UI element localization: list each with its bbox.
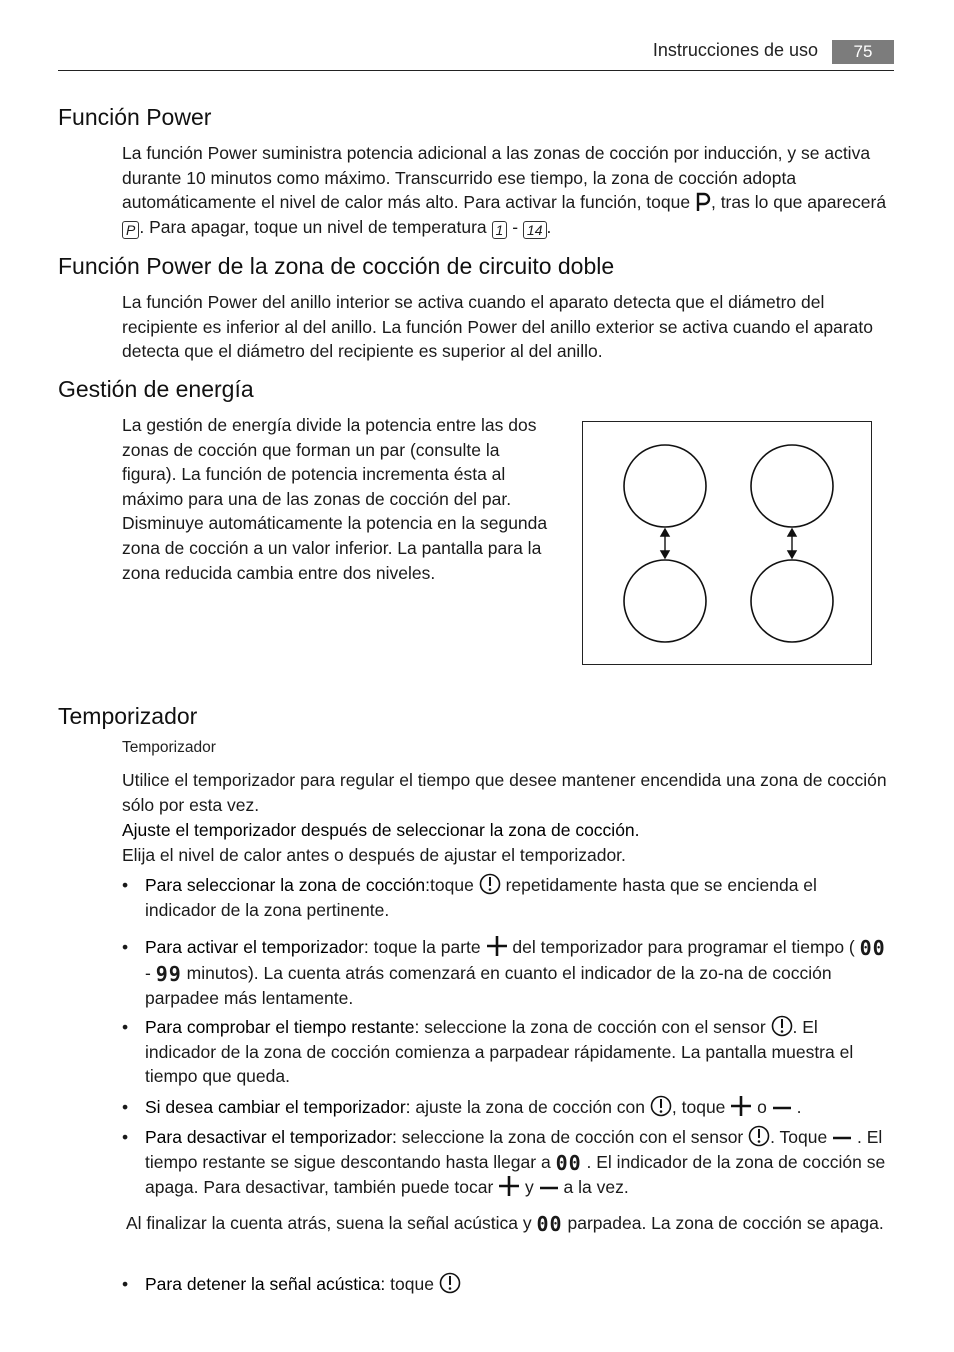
timer-sensor-icon	[479, 873, 501, 895]
cooking-zone-bottom-right	[751, 560, 833, 642]
pair-arrow-left	[661, 529, 669, 558]
bullet-seleccionar-zona: • Para seleccionar la zona de cocción:toque repetidamente hasta que se encienda el indicador de la zona pertinente.	[122, 873, 892, 922]
display-p-key: P	[122, 221, 139, 239]
timer-sensor-icon	[650, 1095, 672, 1117]
temporizador-note: Ajuste el temporizador después de seleccionar la zona de cocción.	[122, 820, 640, 840]
cooking-zones-diagram	[583, 422, 871, 664]
plus-icon	[730, 1095, 752, 1117]
plus-icon	[498, 1175, 520, 1197]
section-text-gestion-energia: La gestión de energía divide la potencia entre las dos zonas de cocción que forman un par (consulte la figura). La función de potencia incrementa ésta al máximo para una de las zonas de cocción del par. Disminuye automáticamente la potencia en la segunda zona de cocción a un valor inferior. La pantalla para la zona reducida cambia entre dos niveles.	[122, 415, 548, 583]
bullet-activar-temporizador: • Para activar el temporizador: toque la parte del temporizador para programar el tiempo ( 00 - 99 minutos). La cuenta atrás comenzará en cuanto el indicador de la zo-na de cocción parpadee más lentamente.	[122, 935, 892, 1011]
display-level-14: 14	[523, 221, 547, 239]
timer-sensor-icon	[748, 1125, 770, 1147]
section-text-funcion-power: La función Power suministra potencia adicional a las zonas de cocción por inducción, y se activa durante 10 minutos como máximo. Transcurrido ese tiempo, la zona de cocción adopta automáticamente el nivel de calor más alto. Para activar la función, toque , tras lo que aparecerá P . Para apagar, toque un nivel de temperatura 1 - 14 .	[122, 143, 887, 238]
temporizador-note-2: Elija el nivel de calor antes o después de ajustar el temporizador.	[122, 845, 626, 865]
bullet-desactivar-temporizador: • Para desactivar el temporizador: seleccione la zona de cocción con el sensor . Toque . El tiempo restante se sigue descontando hasta llegar a 00 . El indicador de la zona de cocción se apaga. Para desactivar, también puede tocar y a la vez.	[122, 1125, 892, 1200]
minus-icon	[539, 1175, 559, 1197]
pair-arrow-right	[788, 529, 796, 558]
page-number: 75	[832, 40, 894, 64]
power-p-icon	[695, 192, 711, 212]
timer-sensor-icon	[771, 1015, 793, 1037]
section-title-temporizador: Temporizador	[58, 703, 198, 729]
section-subtitle-temporizador: Temporizador	[122, 739, 216, 756]
display-99: 99	[155, 961, 182, 986]
page-header	[58, 38, 894, 71]
cooking-zone-top-right	[751, 445, 833, 527]
section-text-circuito-doble: La función Power del anillo interior se activa cuando el aparato detecta que el diámetro del recipiente es inferior al del anillo. La función Power del anillo exterior se activa cuando el aparato detecta que el diámetro del recipiente es superior al del anillo.	[122, 292, 873, 362]
cooking-zone-bottom-left	[624, 560, 706, 642]
timer-sensor-icon	[439, 1272, 461, 1294]
display-00: 00	[859, 936, 886, 960]
bullet-cambiar-temporizador: • Si desea cambiar el temporizador: ajuste la zona de cocción con , toque o .	[122, 1095, 892, 1120]
plus-icon	[486, 935, 508, 957]
temporizador-final-note: Al finalizar la cuenta atrás, suena la señal acústica y 00 parpadea. La zona de cocción se apaga.	[126, 1212, 884, 1236]
temporizador-intro: Utilice el temporizador para regular el tiempo que desee mantener encendida una zona de cocción sólo por esta vez.	[122, 770, 887, 815]
display-level-1: 1	[492, 221, 508, 239]
bullet-comprobar-tiempo: • Para comprobar el tiempo restante: seleccione la zona de cocción con el sensor . El indicador de la zona de cocción comienza a parpadear rápidamente. La pantalla muestra el tiempo que queda.	[122, 1015, 892, 1089]
section-title-funcion-power: Función Power	[58, 104, 212, 130]
cooking-zone-top-left	[624, 445, 706, 527]
minus-icon	[832, 1125, 852, 1147]
cooking-zones-figure	[582, 421, 872, 665]
minus-icon	[772, 1095, 792, 1117]
header-title: Instrucciones de uso	[652, 40, 818, 60]
section-title-gestion-energia: Gestión de energía	[58, 376, 254, 402]
section-title-circuito-doble: Función Power de la zona de cocción de circuito doble	[58, 253, 615, 279]
bullet-detener-senal: • Para detener la señal acústica: toque	[122, 1272, 892, 1297]
display-00: 00	[555, 1150, 582, 1175]
display-00: 00	[536, 1212, 563, 1236]
